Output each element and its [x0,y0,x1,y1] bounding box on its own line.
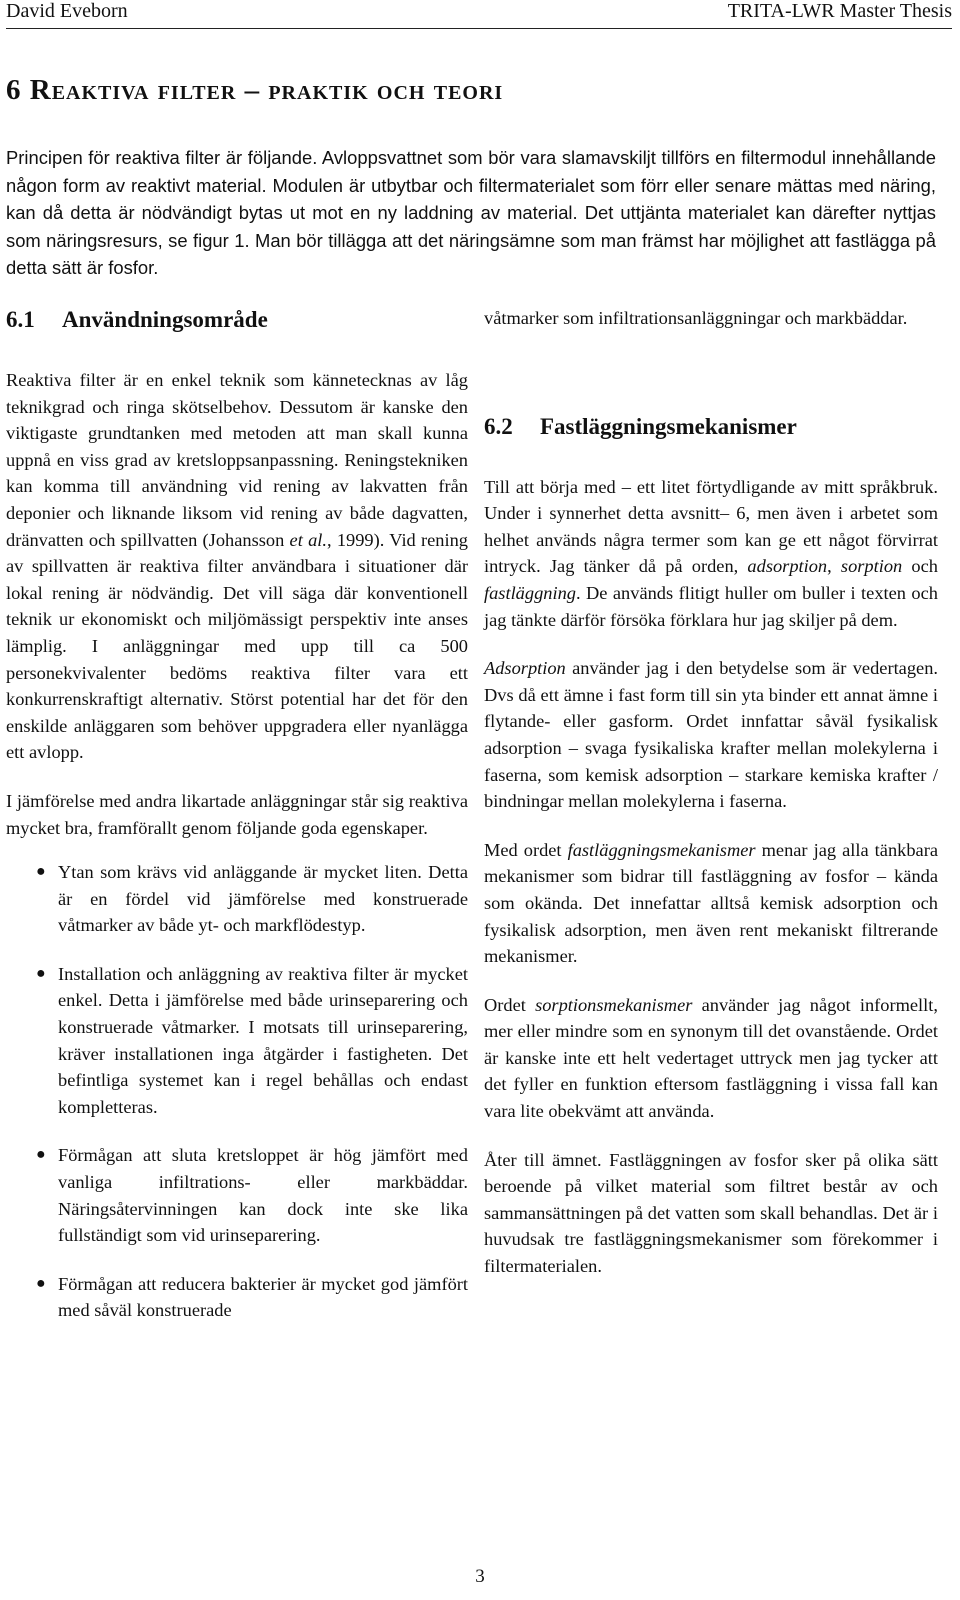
paragraph-text: menar jag alla tänkbara mekanismer som bidrar till fastläggning av fosfor – kända som okända. Det innefattar alltså kemisk adsorption och fysikalisk adsorption, men även rent mekaniskt filtrerande mekanismer. [484,839,938,967]
paragraph: I jämförelse med andra likartade anläggningar står sig reaktiva mycket bra, framförallt genom följande goda egenskaper. [6,790,468,838]
paragraph-text: Med ordet [484,839,568,860]
paragraph-text: , 1999). Vid rening av spillvatten är reaktiva filter användbara i situationer där lokal rening är nödvändig. Det vill säga där konventionell teknik ur ekonomiskt och miljömässigt perspektiv inte anses lämplig. I anläggningar med upp till ca 500 personekvivalenter bedöms reaktiva filter vara ett konkurrenskraftigt alternativ. Störst potential har det för den enskilde anläggaren som behöver uppgradera eller nyanlägga ett avlopp. [6,529,468,763]
list-item-text: Förmågan att reducera bakterier är mycket god jämfört med såväl konstruerade [58,1273,468,1321]
paragraph [484,655,938,815]
paragraph [484,992,938,1125]
term-fastlaggning: fastläggning [484,582,576,603]
running-header-series: TRITA-LWR Master Thesis [727,0,952,22]
list-item-text: Ytan som krävs vid anläggande är mycket liten. Detta är en fördel vid jämförelse med konstruerade våtmarker av både yt- och markflödestyp. [58,862,468,936]
term-sorptionsmekanismer: sorptionsmekanismer [535,994,693,1015]
paragraph [484,474,938,634]
bullet-icon: ● [36,1146,46,1164]
separator: , [827,556,841,577]
paragraph-text: Ordet [484,994,536,1015]
left-column [6,305,468,1346]
term-sorption: sorption [840,556,903,577]
paragraph-text: Till att börja med – ett litet förtydligande av mitt språkbruk. Under i synnerhet detta avsnitt– 6, men även i arbetet som helhet används några termer som kan ge ett något förvirrat intryck. Jag tänker då på orden, [484,476,938,577]
term-adsorption: Adsorption [484,658,566,679]
list-item [6,859,468,939]
term-fastlaggningsmekanismer: fastläggningsmekanismer [567,839,756,860]
term-adsorption: adsorption [747,556,828,577]
list-item-text: Installation och anläggning av reaktiva filter är mycket enkel. Detta i jämförelse med både urinseparering och konstruerade våtmarker. I motsats till urinseparering, kräver installationen inga åtgärder i fastigheten. Det befintliga systemet kan i regel behållas och endast kompletteras. [58,963,468,1117]
chapter-title: 6 Reaktiva filter – praktik och teori [6,74,504,106]
list-item [6,1271,468,1324]
advantages-list [6,859,468,1324]
list-item [6,1142,468,1248]
intro-paragraph: Principen för reaktiva filter är följande. Avloppsvattnet som bör vara slamavskiljt tillförs en filtermodul innehållande någon form av reaktivt material. Modulen är utbytbar och filtermaterialet som förr eller senare mättas med näring, kan då detta är nödvändigt bytas ut mot en ny laddning av material. Det uttjänta materialet kan därefter nyttjas som näringsresurs, se figur 1. Man bör tillägga att det näringsämne som man främst har möjlighet att fastlägga på detta sätt är fosfor. [6,147,936,279]
section-number: 6.1 [6,307,35,332]
right-column [484,305,938,1302]
section-number: 6.2 [484,413,513,439]
paragraph-text: använder jag i den betydelse som är vedertagen. Dvs då ett ämne i fast form till sin yta binder ett annat ämne i flytande- eller gasform. Ordet innfattar såväl fysikalisk adsorption – svaga fysikaliska krafter mellan molekylerna i faserna, som kemisk adsorption – starkare kemiska krafter / bindningar mellan molekylerna i faserna. [484,658,938,812]
bullet-icon: ● [36,1274,46,1292]
paragraph-text: Reaktiva filter är en enkel teknik som kännetecknas av låg teknikgrad och ringa skötselbehov. Dessutom är kanske den viktigaste grundtanken med metoden att man skall kunna uppnå en viss grad av kretsloppsanpassning. Reningstekniken kan komma till användning vid rening av lakvatten från deponier och liknande liksom vid rening av både dagvatten, dränvatten och spillvatten (Johansson [6,370,468,550]
citation-etal: et al. [289,529,327,550]
paragraph [6,367,468,766]
header-rule [6,28,952,29]
page-number: 3 [475,1566,485,1587]
section-title: Användningsområde [62,307,268,332]
chapter-heading [6,74,503,107]
paragraph-text: använder jag något informellt, mer eller mindre som en synonym till det ovanstående. Ordet är kanske inte ett helt vedertaget uttryck men jag tycker att det fyller en funktion eftersom fastläggning i vissa fall kan vara lite obekvämt att använda. [484,994,938,1122]
section-heading-6-2 [484,412,938,442]
bullet-icon: ● [36,863,46,881]
paragraph [484,837,938,970]
paragraph: Åter till ämnet. Fastläggningen av fosfor sker på olika sätt beroende på vilket material som filtret består av och sammansättningen på det vatten som skall behandlas. Det är i huvudsak tre fastläggningsmekanismer som förekommer i filtermaterialen. [484,1149,938,1277]
section-heading-6-1 [6,305,468,335]
list-item [6,961,468,1121]
bullet-icon: ● [36,964,46,982]
list-item-text: Förmågan att sluta kretsloppet är hög jämfört med vanliga infiltrations- eller markbäddar. Näringsåtervinningen kan dock inte ske lika fullständigt som vid urinseparering. [58,1145,468,1246]
paragraph-continuation: våtmarker som infiltrationsanläggningar och markbäddar. [484,308,908,328]
paragraph-text: . De används flitigt huller om buller i texten och jag tänkte därför försöka förklara hur jag skiljer på dem. [484,582,938,630]
separator: och [902,556,938,577]
running-header-author: David Eveborn [6,0,128,22]
section-title: Fastläggningsmekanismer [540,413,797,439]
